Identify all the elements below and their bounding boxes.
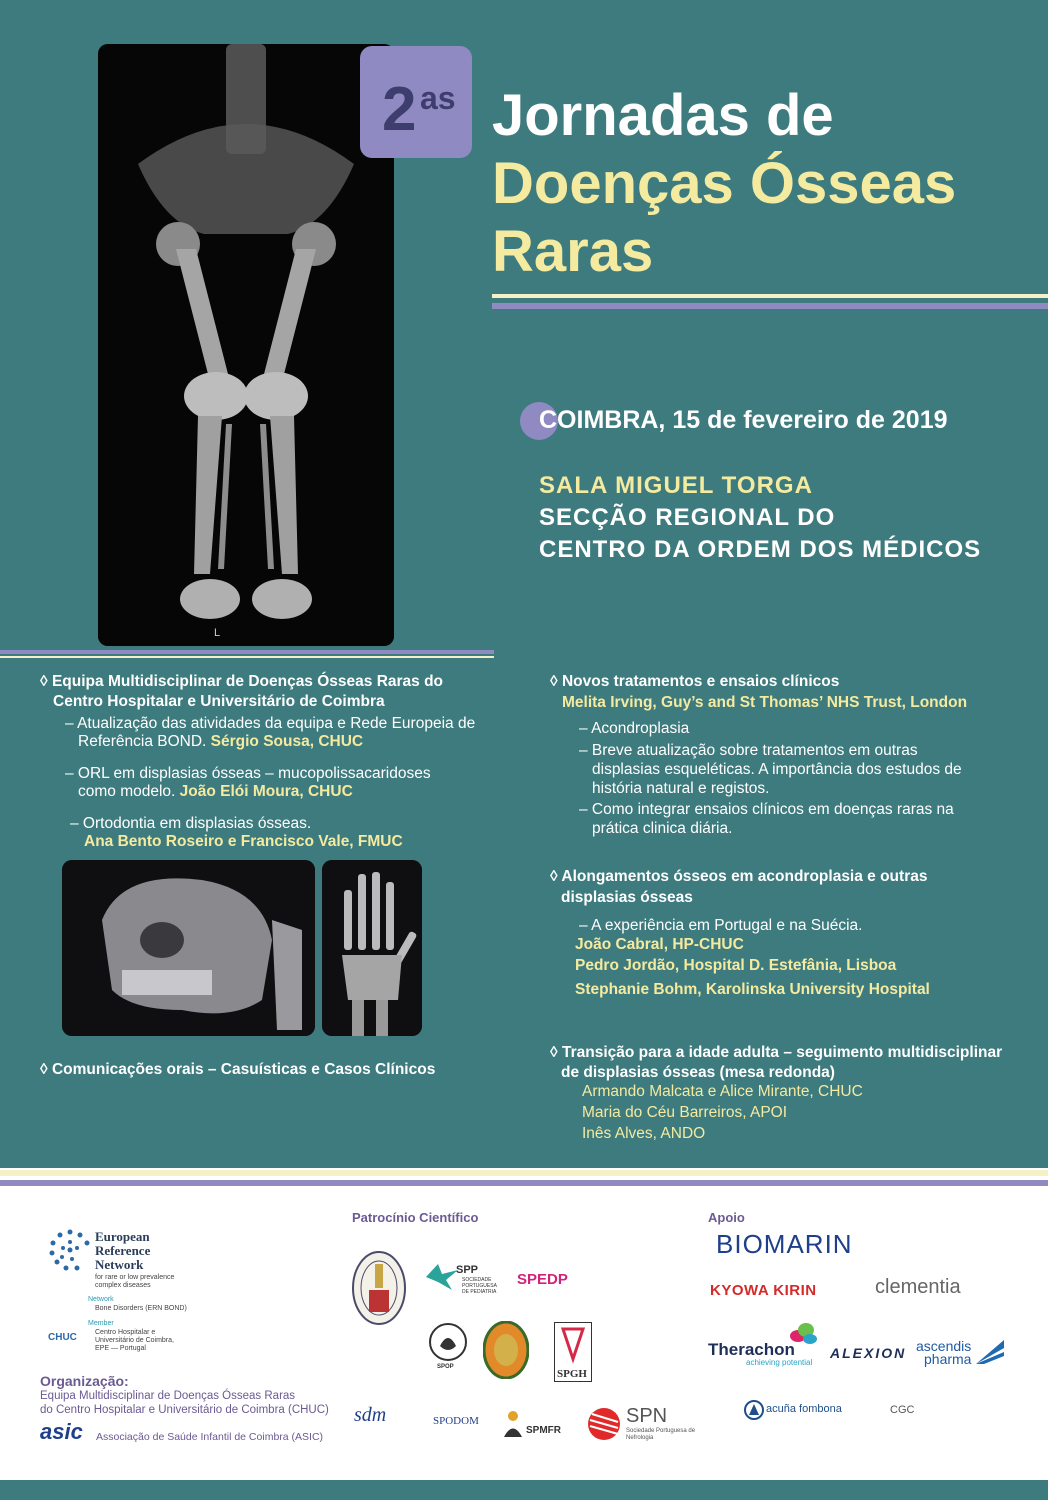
left-item-3-speaker: Ana Bento Roseiro e Francisco Vale, FMUC — [84, 833, 403, 850]
right-session-3-speaker-1: Armando Malcata e Alice Mirante, CHUC — [582, 1083, 863, 1100]
ascendis-line-2: pharma — [924, 1351, 972, 1367]
sdm-logo: sdm — [354, 1404, 387, 1426]
ern-subtitle: for rare or low prevalence complex diseases — [95, 1274, 175, 1289]
acuna-fombona-icon — [744, 1400, 764, 1425]
spmfr-logo-icon — [500, 1410, 526, 1443]
right-session-2-speaker-2: Pedro Jordão, Hospital D. Estefânia, Lisboa — [575, 957, 897, 974]
ern-logo-icon — [48, 1228, 92, 1272]
cgc-logo: CGC — [890, 1404, 915, 1416]
spp-logo-subtitle: SOCIEDADE PORTUGUESA DE PEDIATRIA — [462, 1277, 497, 1295]
right-session-1-item-2b: displasias esqueléticas. A importância dos estudos de — [592, 761, 962, 778]
right-session-1-item-2: – Breve atualização sobre tratamentos em outras — [579, 742, 918, 759]
leg-xray-image — [98, 44, 394, 646]
alexion-logo: ALEXION — [830, 1345, 907, 1361]
hand-xray-image — [322, 860, 422, 1036]
spop-logo-icon — [428, 1322, 468, 1367]
clementia-logo: clementia — [875, 1276, 961, 1298]
ern-line-1: European — [95, 1229, 150, 1244]
left-item-1-text-2: Referência BOND. — [78, 733, 207, 750]
left-item-2-speaker: João Elói Moura, CHUC — [179, 783, 353, 800]
spodom-logo: SPODOM — [433, 1415, 479, 1427]
event-venue — [539, 470, 981, 566]
skull-3d-scan-image — [62, 860, 315, 1036]
spgh-logo-text: SPGH — [557, 1368, 587, 1380]
organization-line-1: Equipa Multidisciplinar de Doenças Ósseas Raras — [40, 1390, 296, 1402]
ern-network: Bone Disorders (ERN BOND) — [95, 1305, 187, 1312]
spedp-logo: SPEDP — [517, 1271, 568, 1288]
right-session-2-title-2: displasias ósseas — [561, 889, 693, 906]
footer-divider-purple — [0, 1180, 1048, 1186]
right-session-3-speaker-3: Inês Alves, ANDO — [582, 1125, 706, 1142]
right-session-1-item-1: – Acondroplasia — [579, 720, 690, 737]
edition-suffix: as — [420, 80, 456, 116]
title-line-2: Doenças Ósseas — [492, 151, 957, 216]
left-session-1-title: ◊ Equipa Multidisciplinar de Doenças Ósseas Raras do — [40, 673, 444, 690]
ascendis-line-1: ascendis — [916, 1338, 972, 1354]
venue-room: SALA MIGUEL TORGA — [539, 472, 813, 499]
event-title — [492, 82, 956, 286]
spp-logo-text: SPP — [456, 1264, 479, 1276]
program-divider-purple — [0, 650, 494, 654]
right-session-1-speaker: Melita Irving, Guy’s and St Thomas’ NHS Trust, London — [562, 694, 968, 711]
spmfr-logo-text: SPMFR — [526, 1425, 561, 1436]
medical-society-seal-icon — [483, 1321, 529, 1384]
right-session-2-title: ◊ Alongamentos ósseos em acondroplasia e outras — [550, 868, 928, 885]
title-divider-light — [492, 294, 1048, 298]
event-date: COIMBRA, 15 de fevereiro de 2019 — [539, 406, 948, 434]
right-session-1-title: ◊ Novos tratamentos e ensaios clínicos — [550, 673, 840, 690]
right-session-1-item-3b: prática clinica diária. — [592, 820, 733, 837]
ascendis-logo — [916, 1340, 971, 1366]
right-session-1-item-2c: história natural e registos. — [592, 780, 770, 797]
spp-logo-icon — [424, 1262, 460, 1297]
right-session-1-item-3: – Como integrar ensaios clínicos em doenças raras na — [579, 801, 954, 818]
acuna-fombona-logo: acuña fombona — [766, 1403, 842, 1415]
xray-side-marker: L — [214, 627, 221, 639]
ern-logo-text — [95, 1230, 150, 1272]
asic-text: Associação de Saúde Infantil de Coimbra (ASIC) — [96, 1431, 324, 1443]
ern-line-3: Network — [95, 1257, 144, 1272]
right-session-2-speaker-1: João Cabral, HP-CHUC — [575, 936, 744, 953]
right-session-2-item-1: – A experiência em Portugal e na Suécia. — [579, 917, 863, 934]
biomarin-logo: BIOMARIN — [716, 1229, 853, 1259]
left-item-3-text: – Ortodontia em displasias ósseas. — [70, 815, 312, 832]
kyowa-kirin-logo: KYOWA KIRIN — [710, 1282, 817, 1299]
ern-line-2: Reference — [95, 1243, 151, 1258]
spn-logo-subtitle: Sociedade Portuguesa de Nefrologia — [626, 1428, 696, 1441]
therachon-logo: Therachon — [708, 1340, 795, 1359]
program-divider-light — [0, 656, 494, 658]
left-session-2-title: ◊ Comunicações orais – Casuísticas e Casos Clínicos — [40, 1061, 436, 1078]
ern-member-label: Member — [88, 1320, 114, 1327]
asic-logo: asic — [40, 1419, 83, 1444]
title-divider-purple — [492, 303, 1048, 309]
bottom-bar — [0, 1480, 1048, 1500]
right-session-3-title: ◊ Transição para a idade adulta – seguimento multidisciplinar — [550, 1044, 1003, 1061]
title-line-3: Raras — [492, 219, 654, 284]
organization-line-2: do Centro Hospitalar e Universitário de Coimbra (CHUC) — [40, 1404, 329, 1416]
spn-logo-text: SPN — [626, 1405, 668, 1427]
scientific-sponsors-label: Patrocínio Científico — [352, 1210, 479, 1225]
ascendis-icon — [974, 1338, 1006, 1371]
ordem-medicos-seal-icon — [351, 1250, 407, 1331]
organization-label: Organização: — [40, 1373, 129, 1389]
ern-network-label: Network — [88, 1296, 114, 1303]
left-item-2-text-2: como modelo. — [78, 783, 176, 800]
right-session-3-title-2: de displasias ósseas (mesa redonda) — [561, 1064, 835, 1081]
venue-line-3: CENTRO DA ORDEM DOS MÉDICOS — [539, 536, 982, 563]
spop-logo-text: SPOP — [437, 1364, 454, 1370]
left-item-1-text: – Atualização das atividades da equipa e Rede Europeia de — [65, 715, 476, 732]
spn-logo-icon — [586, 1406, 622, 1447]
ern-member: Centro Hospitalar e Universitário de Coimbra, EPE — Portugal — [95, 1329, 174, 1352]
left-session-1-title-2: Centro Hospitalar e Universitário de Coimbra — [53, 693, 385, 710]
therachon-flower-icon — [790, 1322, 818, 1353]
right-session-2-speaker-3: Stephanie Bohm, Karolinska University Hospital — [575, 981, 930, 998]
left-item-1-speaker: Sérgio Sousa, CHUC — [210, 733, 364, 750]
venue-line-2: SECÇÃO REGIONAL DO — [539, 504, 836, 531]
right-session-3-speaker-2: Maria do Céu Barreiros, APOI — [582, 1104, 788, 1121]
edition-number: 2 — [382, 75, 415, 144]
footer-divider-light — [0, 1170, 1048, 1176]
therachon-tagline: achieving potential — [746, 1358, 813, 1367]
chuc-logo: CHUC — [48, 1332, 77, 1343]
support-label: Apoio — [708, 1210, 745, 1225]
left-item-2-text: – ORL em displasias ósseas – mucopolissacaridoses — [65, 765, 431, 782]
title-line-1: Jornadas de — [492, 83, 834, 148]
